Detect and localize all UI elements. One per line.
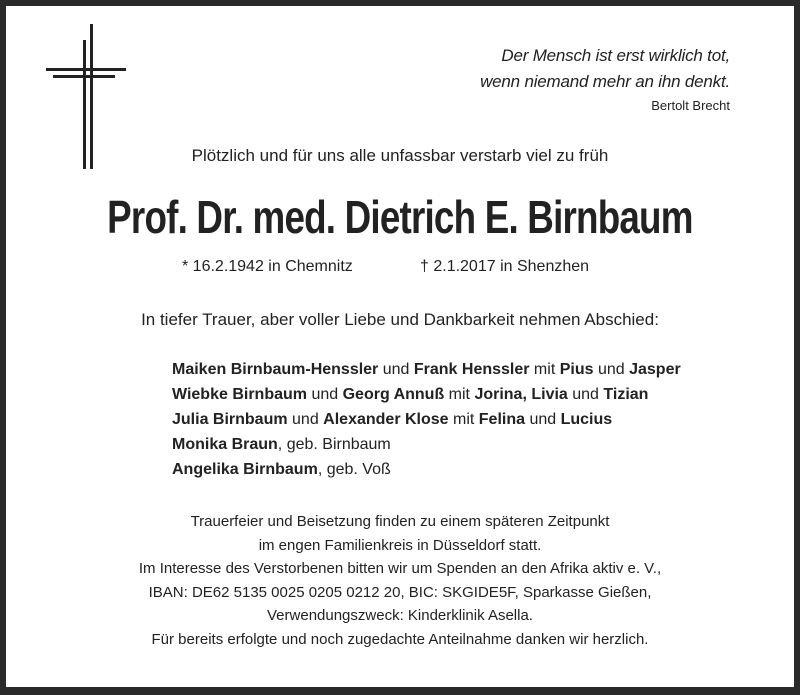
family-member-name: Frank Henssler <box>413 361 530 378</box>
family-member-name: Maiken Birnbaum-Henssler <box>172 361 379 378</box>
family-connector-text: , geb. Voß <box>317 461 391 478</box>
birth-date: * 16.2.1942 in Chemnitz <box>182 258 353 275</box>
family-member-name: Pius <box>559 361 594 378</box>
death-date: † 2.1.2017 in Shenzhen <box>420 258 590 275</box>
deceased-name <box>0 190 800 244</box>
family-member-name: Tizian <box>603 386 649 403</box>
family-member-name: Georg Annuß <box>342 386 445 403</box>
family-connector-text: und <box>525 411 561 428</box>
family-member-name: Felina <box>478 411 526 428</box>
family-connector-text: und <box>593 361 630 378</box>
family-member-name: Julia Birnbaum <box>172 411 288 428</box>
family-connector-text: mit <box>444 386 475 403</box>
closing-line: Verwendungszweck: Kinderklinik Asella. <box>267 607 533 624</box>
family-member-line <box>172 357 681 382</box>
family-member-name: Lucius <box>560 411 613 428</box>
quote-line: Der Mensch ist erst wirklich tot, <box>501 46 730 65</box>
closing-line: IBAN: DE62 5135 0025 0205 0212 20, BIC: SKGIDE5F, Sparkasse Gießen, <box>148 583 652 601</box>
intro-text: Plötzlich und für uns alle unfassbar verstarb viel zu früh <box>191 146 609 165</box>
family-member-line <box>172 382 681 407</box>
family-member-line <box>172 457 681 482</box>
family-connector-text: mit <box>529 361 560 378</box>
family-member-name: Jorina, Livia <box>474 386 568 403</box>
farewell-text: In tiefer Trauer, aber voller Liebe und Dankbarkeit nehmen Abschied: <box>141 310 659 329</box>
family-member-name: Alexander Klose <box>323 411 449 428</box>
family-member-name: Jasper <box>629 361 681 378</box>
closing-line: Trauerfeier und Beisetzung finden zu einem späteren Zeitpunkt <box>190 513 610 530</box>
family-connector-text: und <box>287 411 324 428</box>
closing-line: Für bereits erfolgte und noch zugedachte Anteilnahme danken wir herzlich. <box>151 630 649 648</box>
deceased-name-text: Prof. Dr. med. Dietrich E. Birnbaum <box>107 191 693 243</box>
family-member-name: Angelika Birnbaum <box>172 461 318 478</box>
quote-author: Bertolt Brecht <box>651 98 730 113</box>
family-member-name: Monika Braun <box>172 436 278 453</box>
family-connector-text: mit <box>448 411 479 428</box>
quote-line: wenn niemand mehr an ihn denkt. <box>480 72 730 91</box>
closing-line: Im Interesse des Verstorbenen bitten wir um Spenden an den Afrika aktiv e. V., <box>138 560 662 577</box>
family-connector-text: und <box>567 386 604 403</box>
family-member-line <box>172 407 681 432</box>
family-connector-text: und <box>307 386 343 403</box>
family-connector-text: und <box>378 361 414 378</box>
family-member-line <box>172 432 681 457</box>
closing-text <box>0 510 800 651</box>
family-member-name: Wiebke Birnbaum <box>172 386 307 403</box>
closing-line: im engen Familienkreis in Düsseldorf statt. <box>258 536 542 554</box>
family-list <box>172 357 681 482</box>
family-connector-text: , geb. Birnbaum <box>277 436 391 453</box>
